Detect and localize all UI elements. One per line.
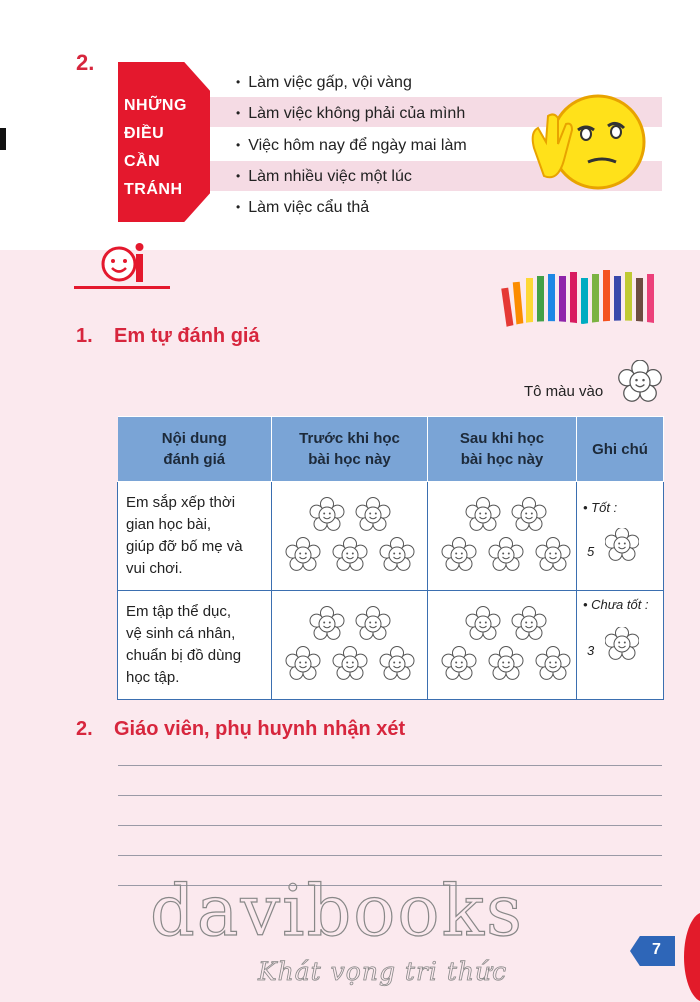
avoid-item: • Việc hôm nay để ngày mai làm [236, 137, 467, 155]
header-line: bài học này [460, 451, 544, 468]
margin-mark [0, 128, 6, 150]
content-line: học tập. [126, 669, 180, 686]
watermark-slogan: Khát vọng tri thức [258, 957, 508, 986]
header-after [428, 417, 577, 482]
after-rating [428, 482, 577, 591]
section2-number: 2. [76, 718, 93, 740]
header-note: Ghi chú [577, 417, 664, 482]
flower-rating-icon[interactable] [273, 491, 427, 581]
note-good-value: 5 [587, 544, 595, 559]
section2-title-text: Giáo viên, phụ huynh nhận xét [114, 718, 406, 740]
after-rating [428, 591, 577, 700]
header-line: đánh giá [163, 451, 226, 468]
content-line: vui chơi. [126, 560, 183, 577]
avoid-item: • Làm việc cẩu thả [236, 199, 369, 217]
avoid-heading-line: TRÁNH [124, 181, 183, 198]
content-line: chuẩn bị đồ dùng [126, 647, 242, 664]
table-row [118, 591, 664, 700]
avoid-heading-line: ĐIỀU [124, 125, 165, 142]
writing-line[interactable] [118, 795, 662, 796]
content-line: gian học bài, [126, 516, 212, 533]
content-line: giúp đỡ bố mẹ và [126, 538, 243, 555]
writing-line[interactable] [118, 765, 662, 766]
before-rating [272, 482, 428, 591]
row-content [118, 591, 272, 700]
colored-pencils-icon [496, 268, 670, 330]
coloring-instruction: Tô màu vào [524, 383, 604, 400]
table-row [118, 482, 664, 591]
avoid-item: • Làm nhiều việc một lúc [236, 168, 412, 186]
watermark-brand: davibooks [150, 870, 524, 952]
avoid-number: 2. [76, 50, 95, 75]
section1-title [76, 325, 260, 348]
row-content [118, 482, 272, 591]
self-assessment-icon [74, 240, 170, 302]
header-line: Nội dung [161, 430, 227, 447]
table-header-row [118, 417, 664, 482]
corner-decoration [684, 912, 700, 1002]
content-line: Em tập thể dục, [126, 603, 232, 620]
note-notgood-label: • Chưa tốt : [583, 597, 649, 612]
note-good [577, 482, 664, 591]
flower-rating-icon[interactable] [429, 600, 583, 690]
section1-title-text: Em tự đánh giá [114, 325, 260, 347]
before-rating [272, 591, 428, 700]
writing-line[interactable] [118, 825, 662, 826]
avoid-heading [124, 92, 204, 204]
header-before [272, 417, 428, 482]
flower-icon [605, 528, 639, 562]
note-notgood-value: 3 [587, 643, 595, 658]
header-line: Trước khi học [299, 430, 400, 447]
flower-icon [618, 360, 662, 404]
header-content [118, 417, 272, 482]
evaluation-table [117, 416, 664, 700]
header-line: bài học này [308, 451, 391, 468]
section2-title [76, 718, 405, 741]
content-line: vệ sinh cá nhân, [126, 625, 236, 642]
avoid-heading-line: NHỮNG [124, 97, 187, 114]
header-line: Sau khi học [459, 430, 545, 447]
page-number: 7 [652, 941, 661, 958]
avoid-item: • Làm việc gấp, vội vàng [236, 74, 412, 92]
note-notgood [577, 591, 664, 700]
flower-icon [605, 627, 639, 661]
section1-number: 1. [76, 325, 93, 347]
avoid-heading-line: CẦN [124, 153, 161, 170]
writing-line[interactable] [118, 855, 662, 856]
flower-rating-icon[interactable] [429, 491, 583, 581]
avoid-item: • Làm việc không phải của mình [236, 105, 465, 123]
thinking-smiley-icon [528, 86, 646, 204]
flower-rating-icon[interactable] [273, 600, 427, 690]
note-good-label: • Tốt : [583, 500, 618, 515]
content-line: Em sắp xếp thời [126, 494, 236, 511]
